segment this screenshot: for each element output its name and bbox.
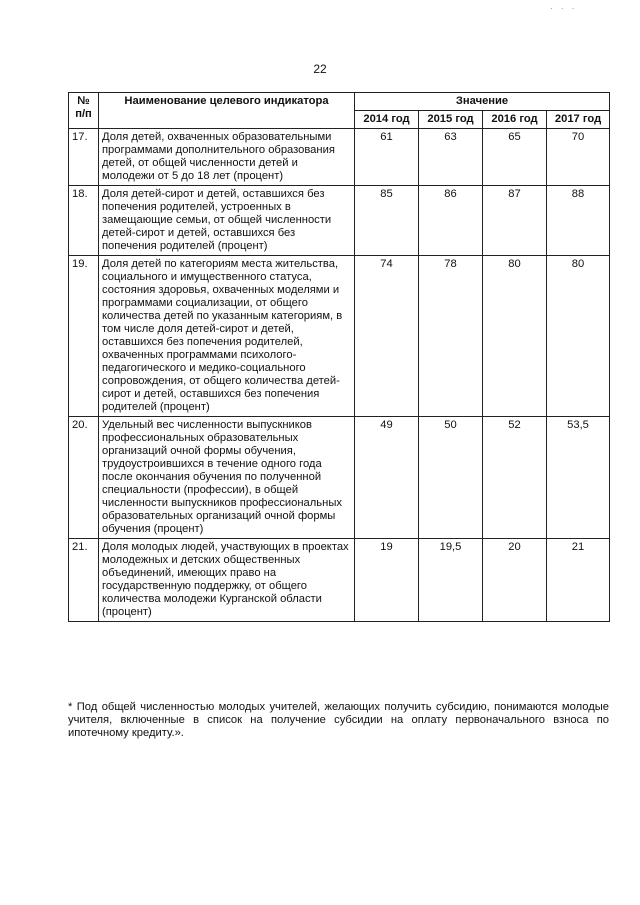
row-number: 21. [69,539,99,622]
table-row [69,129,610,186]
value-2014: 85 [355,186,419,256]
row-number: 20. [69,417,99,539]
value-2015: 19,5 [419,539,483,622]
value-2014: 61 [355,129,419,186]
table-row [69,186,610,256]
table-row [69,256,610,417]
indicator-name: Доля детей по категориям места жительства, социального и имущественного статуса, состояния здоровья, охваченных моделями и программами социализации, от общего количества детей по указанным категориям, в том числе доля детей-сирот и детей, оставшихся без попечения родителей, охваченных программами психолого-педагогического и медико-социального сопровождения, от общего количества детей-сирот и детей, оставшихся без попечения родителей (процент) [99,256,355,417]
value-2016: 52 [483,417,547,539]
value-2015: 63 [419,129,483,186]
table-row [69,539,610,622]
value-2016: 65 [483,129,547,186]
row-number: 17. [69,129,99,186]
value-2015: 78 [419,256,483,417]
value-2014: 49 [355,417,419,539]
value-2016: 87 [483,186,547,256]
header-year-2015: 2015 год [419,111,483,129]
value-2017: 70 [547,129,610,186]
row-number: 19. [69,256,99,417]
value-2017: 53,5 [547,417,610,539]
header-indicator-name: Наименование целевого индикатора [99,93,355,129]
page-number: 22 [313,62,327,76]
table-header-row [69,93,610,111]
indicator-name: Доля молодых людей, участвующих в проектах молодежных и детских общественных объединений, имеющих право на государственную поддержку, от общего количества молодежи Курганской области (процент) [99,539,355,622]
header-year-2016: 2016 год [483,111,547,129]
value-2014: 19 [355,539,419,622]
header-num: № п/п [69,93,99,129]
value-2014: 74 [355,256,419,417]
value-2015: 50 [419,417,483,539]
indicator-name: Доля детей-сирот и детей, оставшихся без попечения родителей, устроенных в замещающие семьи, от общей численности детей-сирот и детей, оставшихся без попечения родителей (процент) [99,186,355,256]
header-year-2014: 2014 год [355,111,419,129]
scan-marks: · · · [550,4,578,13]
indicator-name: Доля детей, охваченных образовательными программами дополнительного образования детей, от общей численности детей и молодежи от 5 до 18 лет (процент) [99,129,355,186]
value-2016: 80 [483,256,547,417]
value-2017: 88 [547,186,610,256]
indicator-name: Удельный вес численности выпускников профессиональных образовательных организаций очной формы обучения, трудоустроившихся в течение одного года после окончания обучения по полученной специальности (профессии), в общей численности выпускников профессиональных образовательных организаций очной формы обучения (процент) [99,417,355,539]
value-2017: 80 [547,256,610,417]
value-2016: 20 [483,539,547,622]
indicator-table [68,92,610,622]
header-value: Значение [355,93,610,111]
table-row [69,417,610,539]
row-number: 18. [69,186,99,256]
header-year-2017: 2017 год [547,111,610,129]
footnote: * Под общей численностью молодых учителей, желающих получить субсидию, понимаются молодые учителя, включенные в список на получение субсидии на оплату первоначального взноса по ипотечному кредиту.». [68,701,609,739]
value-2015: 86 [419,186,483,256]
value-2017: 21 [547,539,610,622]
